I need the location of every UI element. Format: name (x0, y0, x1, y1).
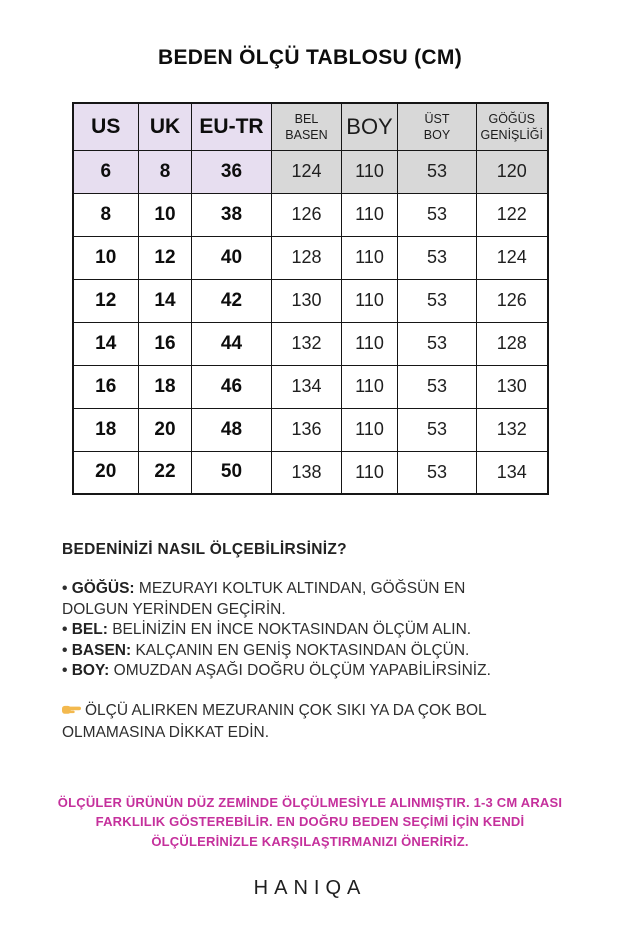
instruction-text: BELİNİZİN EN İNCE NOKTASINDAN ÖLÇÜM ALIN. (112, 621, 472, 638)
table-cell: 138 (272, 451, 342, 494)
column-header-g-s-geni-li-i-: GÖĞÜS GENİŞLİĞİ (477, 103, 548, 150)
table-cell: 128 (272, 236, 342, 279)
table-cell: 128 (477, 322, 548, 365)
instruction-item (62, 641, 530, 662)
table-row (73, 279, 548, 322)
table-cell: 36 (192, 150, 272, 193)
table-cell: 48 (192, 408, 272, 451)
column-header-uk: UK (139, 103, 192, 150)
table-cell: 8 (73, 193, 139, 236)
table-cell: 134 (477, 451, 548, 494)
table-cell: 16 (73, 365, 139, 408)
table-cell: 110 (342, 193, 398, 236)
table-cell: 120 (477, 150, 548, 193)
table-cell: 53 (398, 451, 477, 494)
measure-instructions-list (62, 579, 530, 682)
table-cell: 53 (398, 279, 477, 322)
table-cell: 53 (398, 322, 477, 365)
table-row (73, 451, 548, 494)
disclaimer-line: FARKLILIK GÖSTEREBİLİR. EN DOĞRU BEDEN SEÇİMİ İÇİN KENDİ (95, 814, 525, 829)
table-cell: 124 (272, 150, 342, 193)
table-cell: 16 (139, 322, 192, 365)
table-cell: 53 (398, 408, 477, 451)
size-table-header-row (73, 103, 548, 150)
page-title: BEDEN ÖLÇÜ TABLOSU (CM) (158, 46, 462, 69)
column-header-eu-tr: EU-TR (192, 103, 272, 150)
instruction-item (62, 579, 530, 620)
table-cell: 14 (73, 322, 139, 365)
table-cell: 50 (192, 451, 272, 494)
disclaimer-line: ÖLÇÜLERİNİZLE KARŞILAŞTIRMANIZI ÖNERİRİZ. (151, 833, 469, 849)
disclaimer-line: ÖLÇÜLER ÜRÜNÜN DÜZ ZEMİNDE ÖLÇÜLMESİYLE ALINMIŞTIR. 1-3 CM ARASI (57, 794, 563, 810)
table-cell: 44 (192, 322, 272, 365)
table-row (73, 150, 548, 193)
table-cell: 110 (342, 279, 398, 322)
table-cell: 20 (73, 451, 139, 494)
table-cell: 110 (342, 322, 398, 365)
table-cell: 40 (192, 236, 272, 279)
pointing-hand-icon (62, 701, 81, 722)
tip-text: ÖLÇÜ ALIRKEN MEZURANIN ÇOK SIKI YA DA ÇOK BOL OLMAMASINA DİKKAT EDİN. (62, 701, 487, 741)
how-to-heading: BEDENİNİZİ NASIL ÖLÇEBİLİRSİNİZ? (62, 541, 347, 558)
table-cell: 18 (73, 408, 139, 451)
table-cell: 136 (272, 408, 342, 451)
bullet-dot: • (62, 580, 72, 597)
measure-tip (62, 700, 530, 743)
brand-logo: HANIQA (253, 877, 367, 899)
instruction-text: OMUZDAN AŞAĞI DOĞRU ÖLÇÜM YAPABİLİRSİNİZ. (113, 662, 491, 679)
table-cell: 8 (139, 150, 192, 193)
table-cell: 126 (477, 279, 548, 322)
table-cell: 10 (73, 236, 139, 279)
table-cell: 134 (272, 365, 342, 408)
table-cell: 110 (342, 408, 398, 451)
table-cell: 20 (139, 408, 192, 451)
instruction-text: MEZURAYI KOLTUK ALTINDAN, GÖĞSÜN EN DOLGUN YERİNDEN GEÇİRİN. (62, 580, 466, 618)
table-cell: 53 (398, 193, 477, 236)
table-cell: 22 (139, 451, 192, 494)
table-cell: 10 (139, 193, 192, 236)
bullet-dot: • (62, 621, 72, 638)
table-cell: 14 (139, 279, 192, 322)
table-row (73, 365, 548, 408)
size-table-header (73, 103, 548, 150)
table-cell: 130 (477, 365, 548, 408)
column-header-us: US (73, 103, 139, 150)
table-cell: 110 (342, 365, 398, 408)
disclaimer (0, 793, 620, 852)
table-cell: 46 (192, 365, 272, 408)
table-cell: 53 (398, 365, 477, 408)
size-table-container (0, 102, 620, 495)
instruction-item (62, 661, 530, 682)
table-row (73, 408, 548, 451)
table-cell: 53 (398, 150, 477, 193)
table-cell: 124 (477, 236, 548, 279)
table-cell: 38 (192, 193, 272, 236)
table-cell: 130 (272, 279, 342, 322)
instruction-label: BOY: (71, 662, 114, 679)
bullet-dot: • (62, 641, 72, 659)
size-table (72, 102, 549, 495)
table-cell: 6 (73, 150, 139, 193)
table-cell: 18 (139, 365, 192, 408)
table-cell: 42 (192, 279, 272, 322)
column-header-boy: BOY (342, 103, 398, 150)
table-cell: 12 (73, 279, 139, 322)
table-row (73, 236, 548, 279)
instruction-text: KALÇANIN EN GENİŞ NOKTASINDAN ÖLÇÜN. (135, 641, 470, 659)
table-cell: 53 (398, 236, 477, 279)
table-row (73, 322, 548, 365)
column-header--st-boy: ÜST BOY (398, 103, 477, 150)
table-row (73, 193, 548, 236)
instruction-label: BASEN: (71, 641, 136, 659)
bullet-dot: • (62, 662, 72, 679)
table-cell: 12 (139, 236, 192, 279)
table-cell: 110 (342, 150, 398, 193)
instruction-item (62, 620, 530, 641)
table-cell: 132 (272, 322, 342, 365)
instruction-label: GÖĞÜS: (71, 580, 139, 597)
how-to-measure-section (62, 541, 568, 743)
table-cell: 126 (272, 193, 342, 236)
size-table-body (73, 150, 548, 494)
table-cell: 122 (477, 193, 548, 236)
table-cell: 110 (342, 451, 398, 494)
column-header-bel-basen: BEL BASEN (272, 103, 342, 150)
table-cell: 110 (342, 236, 398, 279)
instruction-label: BEL: (71, 621, 113, 638)
table-cell: 132 (477, 408, 548, 451)
